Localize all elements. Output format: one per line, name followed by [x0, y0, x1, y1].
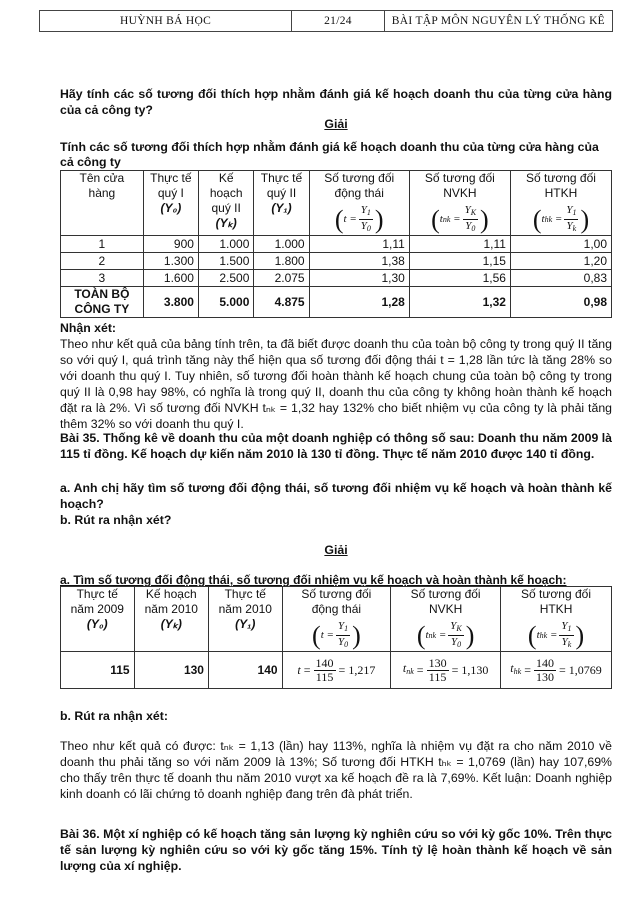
cell-yk-total: 5.000 — [198, 287, 253, 318]
cell-y1: 1.800 — [254, 253, 309, 270]
cell-y0-total: 3.800 — [143, 287, 198, 318]
cell-y1-2010: 140 — [208, 652, 282, 689]
cell-t: 1,11 — [309, 236, 409, 253]
cell-tnk-total: 1,32 — [409, 287, 510, 318]
cell-y0: 1.300 — [143, 253, 198, 270]
bai36-question: Bài 36. Một xí nghiệp có kế hoạch tăng sản lượng kỳ nghiên cứu so với kỳ gốc 10%. Trên thực tế sản lượng kỳ nghiên cứu so với kỳ gốc tăng 15%. Tính tỷ lệ hoàn thành kế hoạch về sản lượng của xí nghiệp. — [60, 827, 612, 873]
cell-thk: 1,20 — [510, 253, 611, 270]
cell-y0: 1.600 — [143, 270, 198, 287]
intro-question: Hãy tính các số tương đối thích hợp nhằm đánh giá kế hoạch doanh thu của từng cửa hàng của cả công ty? — [60, 87, 612, 117]
th-htkh-2: Số tương đối HTKH ( t hk = $\frac{Y_1}{Y_k}$ ) — [501, 587, 612, 652]
cell-yk: 1.000 — [198, 236, 253, 253]
th-plan-q2: Kế hoạch quý II (Yₖ) — [198, 171, 253, 236]
cell-store: 3 — [61, 270, 144, 287]
th-actual-2009: Thực tế năm 2009 (Y₀) — [61, 587, 135, 652]
th-dynamic-2: Số tương đối động thái ( t = $\frac{Y_1}{Y_0}$ ) — [282, 587, 391, 652]
solution-heading-2: Giải — [324, 543, 348, 557]
bai35-b-title: b. Rút ra nhận xét: — [60, 709, 168, 723]
page-header — [39, 10, 613, 32]
formula-nvkh: ( t nk = $\frac{Y_K}{Y_0}$ ) — [431, 204, 489, 234]
remark-text: Theo như kết quả của bảng tính trên, ta đã biết được doanh thu của toàn bộ công ty trong quý II tăng so với quý I, quá trình tăng này thể hiện qua số tương đối động thái t = 1,28 lần tức là tăng 28% so với doanh thu quý I. Tuy nhiên, số tương đối hoàn thành kế hoạch chung của toàn bộ công ty trong quý II là 0,98 hay 98%, có nghĩa là trong quý II, doanh thu của công ty không hoàn thành kế hoạch đặt ra là 2%. Vì số tương đối NVKH tₙₖ = 1,32 hay 132% cho biết nhiệm vụ của công ty là phải tăng thêm 32% so với doanh thu quý I. — [60, 337, 612, 431]
cell-tnk-calc: $t_{nk}$ = 130 115 = 1,130 — [391, 652, 501, 689]
table-plan-evaluation — [60, 170, 612, 318]
cell-tnk: 1,15 — [409, 253, 510, 270]
cell-t: 1,38 — [309, 253, 409, 270]
formula-htkh-2: ( t hk = $\frac{Y_1}{Y_k}$ ) — [527, 620, 585, 650]
bai35-a-title: a. Tìm số tương đối động thái, số tương đối nhiệm vụ kế hoạch và hoàn thành kế hoạch: — [60, 573, 567, 587]
cell-y1-total: 4.875 — [254, 287, 309, 318]
th-htkh: Số tương đối HTKH ( t hk = $\frac{Y_1}{Y_k}$ ) — [510, 171, 611, 236]
cell-thk-calc: $t_{hk}$ = 140 130 = 1,0769 — [501, 652, 612, 689]
th-nvkh-2: Số tương đối NVKH ( t nk = $\frac{Y_K}{Y_0}$ ) — [391, 587, 501, 652]
th-actual-q1: Thực tế quý I (Y₀) — [143, 171, 198, 236]
formula-htkh: ( t hk = $\frac{Y_1}{Y_k}$ ) — [532, 204, 590, 234]
cell-t-calc: t = 140 115 = 1,217 — [282, 652, 391, 689]
table-bai35 — [60, 586, 612, 689]
bai35-b-text: Theo như kết quả có được: tₙₖ = 1,13 (lần) hay 113%, nghĩa là nhiệm vụ đặt ra cho năm 2010 về doanh thu phải tăng so với năm 2009 là 13%; Số tương đối HTKH tₕₖ = 1,0769 (lần) hay 107,69% cho thấy trên thực tế doanh thu năm 2010 vượt xa kế hoạch đề ra là 7,69%. Kết luận: Doanh nghiệp kinh doanh có lãi chứng tỏ doanh nghiệp đang trên đà phát triển. — [60, 739, 612, 801]
cell-thk: 1,00 — [510, 236, 611, 253]
th-actual-2010: Thực tế năm 2010 (Y₁) — [208, 587, 282, 652]
table-row — [61, 253, 612, 270]
cell-store: 1 — [61, 236, 144, 253]
cell-t: 1,30 — [309, 270, 409, 287]
cell-yk-2010: 130 — [134, 652, 208, 689]
solution-heading-1: Giải — [324, 117, 348, 131]
section1-title: Tính các số tương đối thích hợp nhằm đánh giá kế hoạch doanh thu của từng cửa hàng của cả công ty — [60, 140, 599, 169]
th-store: Tên cửa hàng — [61, 171, 144, 236]
header-page-number: 21/24 — [292, 11, 385, 31]
cell-store-total: TOÀN BỘ CÔNG TY — [61, 287, 144, 318]
th-actual-q2: Thực tế quý II (Y₁) — [254, 171, 309, 236]
cell-y1: 1.000 — [254, 236, 309, 253]
table-row — [61, 652, 612, 689]
cell-thk: 0,83 — [510, 270, 611, 287]
cell-t-total: 1,28 — [309, 287, 409, 318]
bai35-part-b: b. Rút ra nhận xét? — [60, 513, 172, 527]
cell-yk: 2.500 — [198, 270, 253, 287]
table-total-row — [61, 287, 612, 318]
formula-dynamic-2: ( t = $\frac{Y_1}{Y_0}$ ) — [312, 620, 361, 650]
cell-thk-total: 0,98 — [510, 287, 611, 318]
cell-y1: 2.075 — [254, 270, 309, 287]
th-dynamic: Số tương đối động thái ( t = $\frac{Y_1}{Y_0}$ ) — [309, 171, 409, 236]
bai35-question: Bài 35. Thống kê về doanh thu của một doanh nghiệp có thông số sau: Doanh thu năm 2009 là 115 tỉ đồng. Kế hoạch dự kiến năm 2010 là 130 tỉ đồng. Thực tế năm 2010 được 140 tỉ đồng. — [60, 431, 612, 461]
remark-title: Nhận xét: — [60, 321, 117, 335]
cell-y0: 900 — [143, 236, 198, 253]
formula-dynamic: ( t = $\frac{Y_1}{Y_0}$ ) — [334, 204, 384, 234]
table-row — [61, 270, 612, 287]
cell-tnk: 1,56 — [409, 270, 510, 287]
cell-yk: 1.500 — [198, 253, 253, 270]
cell-y0-2009: 115 — [61, 652, 135, 689]
th-nvkh: Số tương đối NVKH ( t nk = $\frac{Y_K}{Y_0}$ ) — [409, 171, 510, 236]
header-title: BÀI TẬP MÔN NGUYÊN LÝ THỐNG KÊ — [391, 15, 606, 27]
cell-store: 2 — [61, 253, 144, 270]
formula-nvkh-2: ( t nk = $\frac{Y_K}{Y_0}$ ) — [416, 620, 475, 650]
header-author: HUỲNH BÁ HỌC — [40, 11, 292, 31]
cell-tnk: 1,11 — [409, 236, 510, 253]
bai35-part-a: a. Anh chị hãy tìm số tương đối động thái, số tương đối nhiệm vụ kế hoạch và hoàn thành kế hoạch? — [60, 481, 612, 511]
th-plan-2010: Kế hoạch năm 2010 (Yₖ) — [134, 587, 208, 652]
table-row — [61, 236, 612, 253]
